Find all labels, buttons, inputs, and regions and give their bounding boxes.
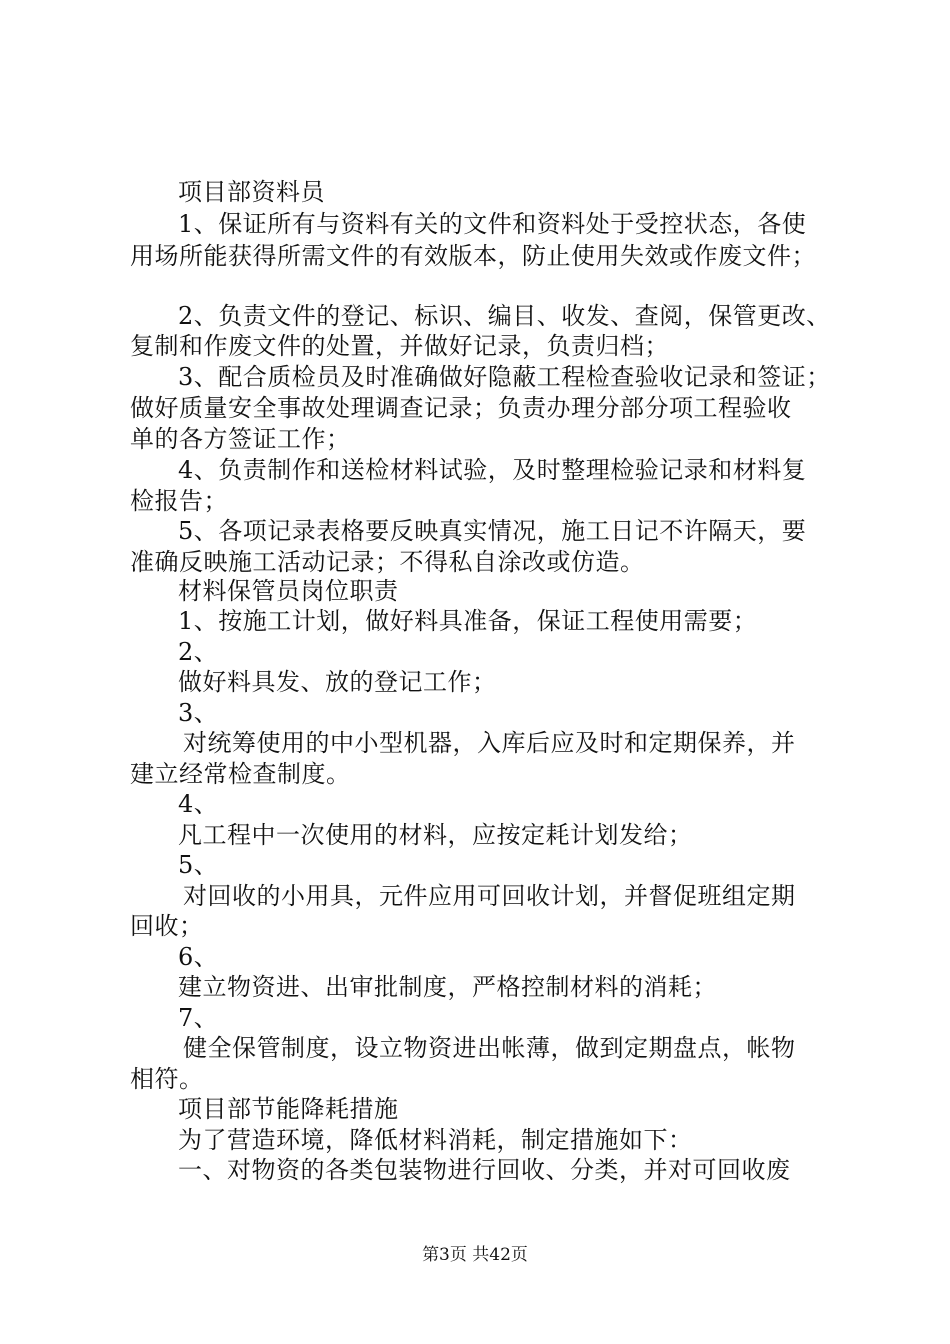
paragraph-line: 5、各项记录表格要反映真实情况，施工日记不许隔天，要 [178,517,807,545]
list-number: 7、 [178,1004,219,1032]
section-heading: 项目部节能降耗措施 [178,1095,399,1123]
paragraph-line: 建立物资进、出审批制度，严格控制材料的消耗； [178,973,717,1001]
paragraph-line: 单的各方签证工作； [130,425,351,453]
paragraph-line: 做好质量安全事故处理调查记录；负责办理分部分项工程验收 [130,394,792,422]
paragraph-line: 建立经常检查制度。 [130,760,351,788]
list-number: 2、 [178,638,219,666]
paragraph-line: 回收； [130,912,204,940]
paragraph-line: 1、按施工计划，做好料具准备，保证工程使用需要； [178,607,758,635]
paragraph-line: 为了营造环境，降低材料消耗，制定措施如下： [178,1126,693,1154]
paragraph-line: 一、对物资的各类包装物进行回收、分类，并对可回收废 [178,1156,791,1184]
paragraph-line: 检报告； [130,487,228,515]
list-number: 4、 [178,790,219,818]
paragraph-line: 做好料具发、放的登记工作； [178,668,497,696]
section-heading: 材料保管员岗位职责 [178,577,399,605]
paragraph-line: 健全保管制度，设立物资进出帐薄，做到定期盘点，帐物 [183,1034,796,1062]
paragraph-line: 复制和作废文件的处置，并做好记录，负责归档； [130,332,669,360]
paragraph-line: 对统筹使用的中小型机器，入库后应及时和定期保养，并 [183,729,796,757]
paragraph-line: 2、负责文件的登记、标识、编目、收发、查阅，保管更改、 [178,302,831,330]
list-number: 3、 [178,699,219,727]
list-number: 5、 [178,851,219,879]
paragraph-line: 凡工程中一次使用的材料，应按定耗计划发给； [178,821,693,849]
paragraph-line: 准确反映施工活动记录；不得私自涂改或仿造。 [130,548,645,576]
paragraph-line: 3、配合质检员及时准确做好隐蔽工程检查验收记录和签证； [178,363,831,391]
paragraph-line: 对回收的小用具，元件应用可回收计划，并督促班组定期 [183,882,796,910]
page-number-footer: 第3页 共42页 [422,1245,528,1265]
list-number: 6、 [178,943,219,971]
section-heading: 项目部资料员 [178,178,325,206]
paragraph-line: 相符。 [130,1065,204,1093]
paragraph-line: 1、保证所有与资料有关的文件和资料处于受控状态，各使 [178,210,807,238]
paragraph-line: 用场所能获得所需文件的有效版本，防止使用失效或作废文件； [130,242,816,270]
paragraph-line: 4、负责制作和送检材料试验，及时整理检验记录和材料复 [178,456,807,484]
